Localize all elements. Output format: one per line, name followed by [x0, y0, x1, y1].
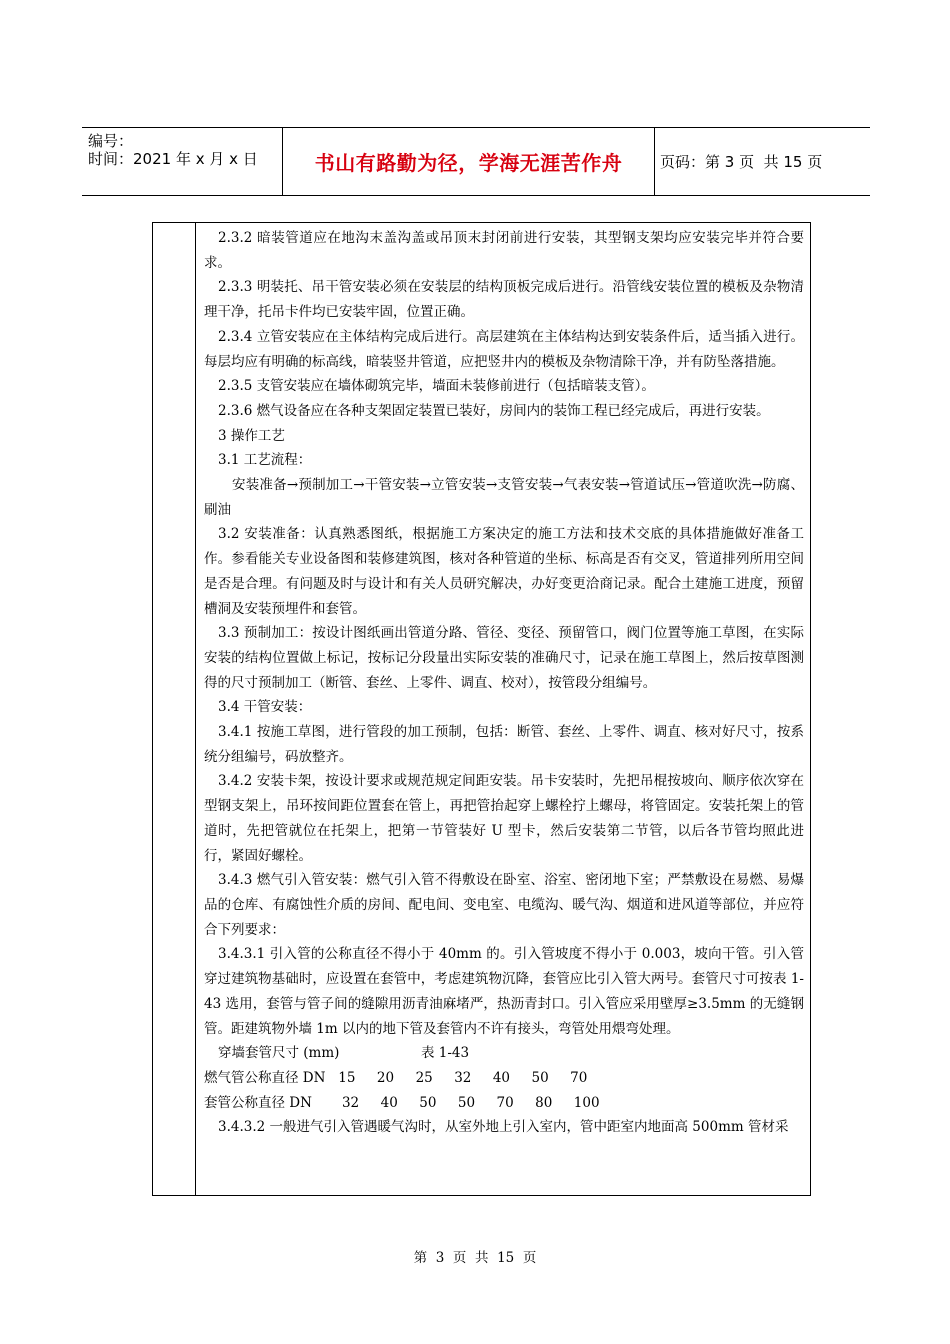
paragraph: 3.4.2 安装卡架，按设计要求或规范规定间距安装。吊卡安装时，先把吊棍按坡向、顺序依次穿在型钢支架上，吊环按间距位置套在管上，再把管抬起穿上螺栓拧上螺母，将管固定。安装托架上的管道时，先把管就位在托架上，把第一节管装好 U 型卡，然后安装第二节管，以后各节管均照此进行，紧固好螺栓。 [204, 773, 804, 864]
table-row: 燃气管公称直径 DN 15 20 25 32 40 50 70 [204, 1069, 588, 1086]
document-date-label: 时间：2021 年 x 月 x 日 [88, 150, 258, 168]
document-body [204, 226, 804, 1140]
section-heading: 3 操作工艺 [218, 427, 285, 444]
header-divider [654, 128, 655, 195]
paragraph: 3.4.3.2 一般进气引入管遇暖气沟时，从室外地上引入室内，管中距室内地面高 500mm 管材采 [218, 1119, 789, 1136]
header-motto: 书山有路勤为径，学海无涯苦作舟 [314, 151, 623, 175]
paragraph: 3.4.1 按施工草图，进行管段的加工预制，包括：断管、套丝、上零件、调直、核对好尺寸，按系统分组编号，码放整齐。 [204, 724, 804, 765]
paragraph: 2.3.6 燃气设备应在各种支架固定装置已装好，房间内的装饰工程已经完成后，再进行安装。 [218, 402, 770, 419]
paragraph: 2.3.2 暗装管道应在地沟末盖沟盖或吊顶末封闭前进行安装，其型钢支架均应安装完毕并符合要求。 [204, 230, 804, 271]
paragraph: 3.4.3 燃气引入管安装：燃气引入管不得敷设在卧室、浴室、密闭地下室；严禁敷设在易燃、易爆品的仓库、有腐蚀性介质的房间、配电间、变电室、电缆沟、暖气沟、烟道和进风道等部位，并应符合下列要求： [204, 872, 804, 938]
process-flow: 安装准备→预制加工→干管安装→立管安装→支管安装→气表安装→管道试压→管道吹洗→防腐、刷油 [204, 477, 804, 518]
paragraph: 2.3.4 立管安装应在主体结构完成后进行。高层建筑在主体结构达到安装条件后，适当插入进行。每层均应有明确的标高线，暗装竖井管道，应把竖井内的模板及杂物清除干净，并有防坠落措施。 [204, 328, 804, 370]
document-header [82, 127, 870, 196]
table-title: 穿墙套管尺寸 (mm) 表 1-43 [218, 1045, 470, 1062]
subsection-heading: 3.1 工艺流程： [218, 452, 312, 469]
page-footer: 第 3 页 共 15 页 [413, 1250, 537, 1266]
paragraph: 3.3 预制加工：按设计图纸画出管道分路、管径、变径、预留管口，阀门位置等施工草图，在实际安装的结构位置做上标记，按标记分段量出实际安装的准确尺寸，记录在施工草图上，然后按草图测得的尺寸预制加工（断管、套丝、上零件、调直、校对），按管段分组编号。 [204, 625, 804, 691]
paragraph: 2.3.5 支管安装应在墙体砌筑完毕，墙面未装修前进行（包括暗装支管）。 [218, 378, 655, 395]
content-table-column-divider [195, 222, 196, 1196]
paragraph: 3.2 安装准备：认真熟悉图纸，根据施工方案决定的施工方法和技术交底的具体措施做好准备工作。参看能关专业设备图和装修建筑图，核对各种管道的坐标、标高是否有交叉，管道排列所用空间是否是合理。有问题及时与设计和有关人员研究解决，办好变更洽商记录。配合土建施工进度，预留槽洞及安装预埋件和套管。 [204, 526, 804, 617]
paragraph: 2.3.3 明装托、吊干管安装必须在安装层的结构顶板完成后进行。沿管线安装位置的模板及杂物清理干净，托吊卡件均已安装牢固，位置正确。 [204, 279, 804, 321]
paragraph: 3.4.3.1 引入管的公称直径不得小于 40mm 的。引入管坡度不得小于 0.003，坡向干管。引入管穿过建筑物基础时，应设置在套管中，考虑建筑物沉降，套管应比引入管大两号。套管尺寸可按表 1-43 选用，套管与管子间的缝隙用沥青油麻堵严，热沥青封口。引入管应采用壁厚≥3.5mm 的无缝钢管。距建筑物外墙 1m 以内的地下管及套管内不许有接头，弯管处用煨弯处理。 [204, 946, 804, 1037]
header-page-number: 页码：第 3 页 共 15 页 [660, 153, 823, 171]
table-row: 套管公称直径 DN 32 40 50 50 70 80 100 [204, 1094, 600, 1111]
subsection-heading: 3.4 干管安装： [218, 699, 312, 716]
header-meta [88, 132, 284, 168]
document-number-label: 编号： [88, 132, 134, 150]
